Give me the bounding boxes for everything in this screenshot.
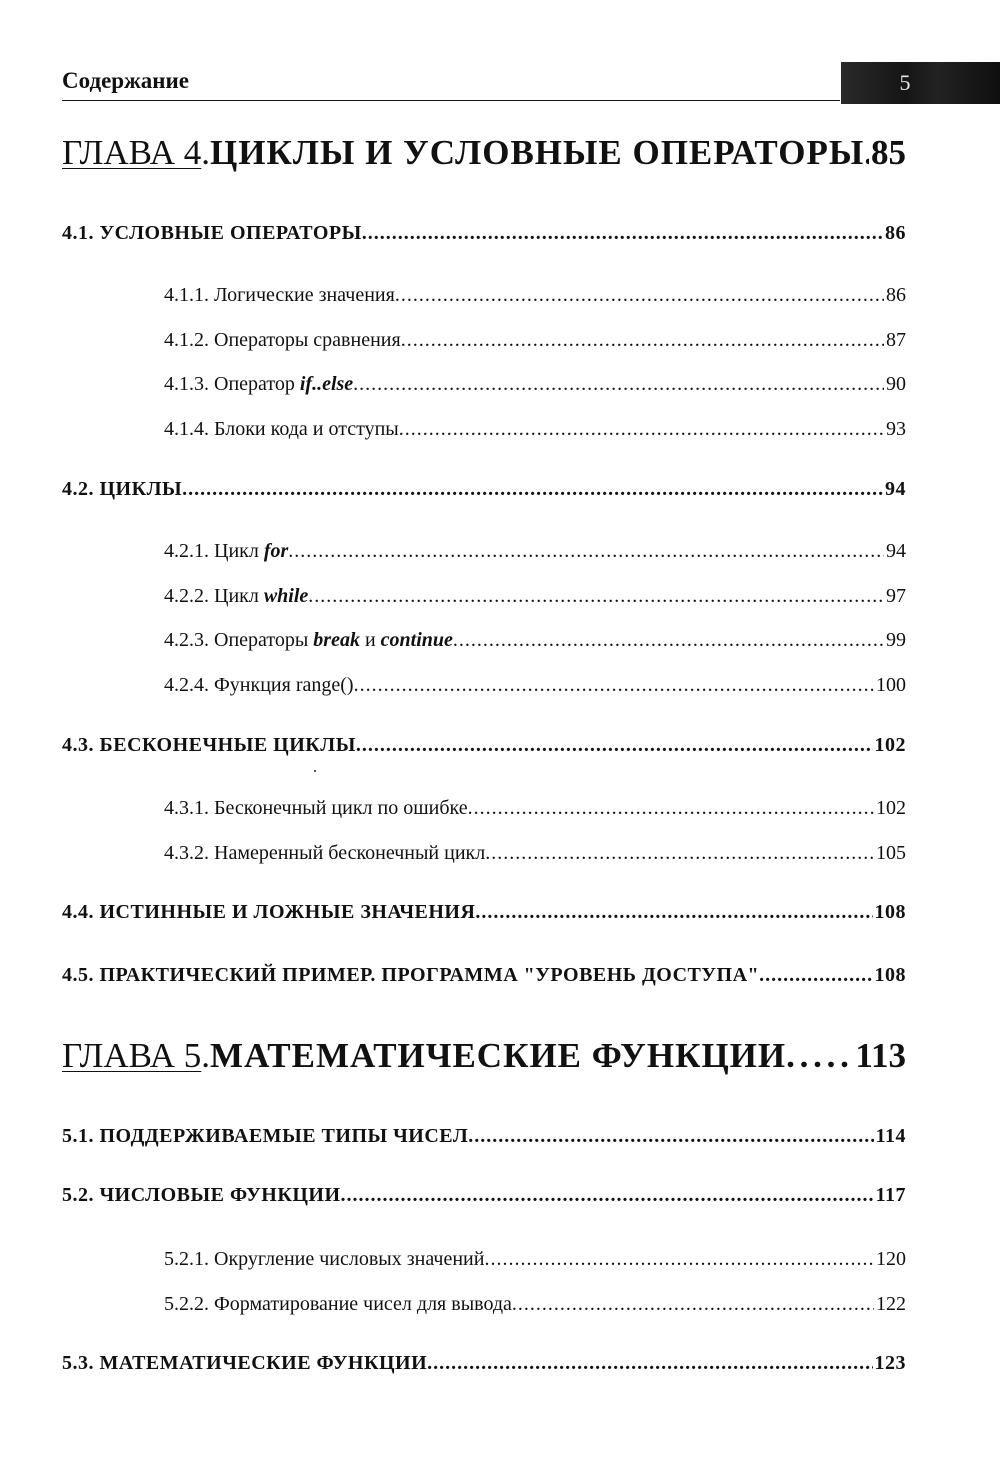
keyword: continue	[380, 629, 453, 651]
toc-entry-title: 5.2.1. Округление числовых значений	[164, 1248, 485, 1270]
dot-leader	[362, 222, 883, 245]
dot-leader	[468, 797, 874, 820]
dot-leader	[453, 629, 884, 652]
toc-subsection-4-1-2[interactable]	[164, 329, 906, 352]
toc-entry-title: 4.3.2. Намеренный бесконечный цикл	[164, 842, 486, 864]
toc-entry-title: 5.2.2. Форматирование чисел для вывода	[164, 1293, 512, 1315]
toc-subsection-4-3-2[interactable]	[164, 842, 906, 865]
toc-section-5-3[interactable]	[62, 1352, 906, 1375]
keyword: for	[263, 540, 289, 562]
toc-entry-title: 4.1.1. Логические значения	[164, 284, 395, 306]
toc-page-number: 94	[886, 540, 906, 562]
toc-section-4-3[interactable]	[62, 734, 906, 757]
dot-leader	[354, 674, 874, 697]
dot-leader	[427, 1352, 872, 1375]
chapter-title: МАТЕМАТИЧЕСКИЕ ФУНКЦИИ	[210, 1036, 787, 1075]
dot-leader	[512, 1293, 874, 1316]
toc-entry-title: 4.1.2. Операторы сравнения	[164, 329, 401, 351]
conjunction: и	[359, 629, 381, 651]
toc-subsection-4-3-1[interactable]	[164, 797, 906, 820]
toc-entry-title: 4.2.4. Функция range()	[164, 674, 354, 696]
dot-leader	[484, 1248, 874, 1271]
toc-entry-title: 4.1. УСЛОВНЫЕ ОПЕРАТОРЫ	[62, 222, 362, 244]
toc-entry-title: 4.1.4. Блоки кода и отступы	[164, 418, 399, 440]
toc-subsection-4-2-4[interactable]	[164, 674, 906, 697]
toc-page-number: 105	[876, 842, 906, 864]
toc-section-4-5[interactable]	[62, 964, 906, 987]
toc-entry-title: 5.3. МАТЕМАТИЧЕСКИЕ ФУНКЦИИ	[62, 1352, 428, 1374]
chapter-title: ЦИКЛЫ И УСЛОВНЫЕ ОПЕРАТОРЫ	[210, 133, 865, 172]
dot-leader	[759, 964, 872, 987]
toc-page-number: 85	[871, 133, 906, 172]
toc-chapter-5[interactable]	[62, 1036, 906, 1080]
toc-entry-title: 4.5. ПРАКТИЧЕСКИЙ ПРИМЕР. ПРОГРАММА "УРОВЕНЬ ДОСТУПА"	[62, 964, 760, 986]
chapter-separator: .	[201, 133, 211, 172]
toc-subsection-4-2-3[interactable]	[164, 629, 906, 652]
toc-entry-title: 5.1. ПОДДЕРЖИВАЕМЫЕ ТИПЫ ЧИСЕЛ	[62, 1125, 469, 1147]
toc-entry-title: 4.2.1. Цикл	[164, 540, 264, 562]
dot-leader	[288, 540, 884, 563]
toc-page-number: 108	[874, 964, 906, 986]
toc-page-number: 113	[855, 1036, 906, 1075]
toc-page-number: 100	[876, 674, 906, 696]
dot-leader	[308, 585, 884, 608]
toc-entry-title: 4.4. ИСТИННЫЕ И ЛОЖНЫЕ ЗНАЧЕНИЯ	[62, 901, 476, 923]
toc-page-number: 114	[875, 1125, 906, 1147]
dot-leader	[475, 901, 872, 924]
toc-subsection-5-2-2[interactable]	[164, 1293, 906, 1316]
toc-page-number: 120	[876, 1248, 906, 1270]
toc-page-number: 86	[885, 222, 906, 244]
toc-entry-title: 4.2.3. Операторы	[164, 629, 314, 651]
toc-page-number: 94	[885, 478, 906, 500]
toc-section-4-4[interactable]	[62, 901, 906, 924]
scan-speck	[314, 770, 316, 772]
toc-subsection-4-1-4[interactable]	[164, 418, 906, 441]
dot-leader	[399, 418, 884, 441]
toc-entry-title: 4.1.3. Оператор	[164, 373, 300, 395]
keyword: while	[263, 585, 309, 607]
toc-page-number: 102	[876, 797, 906, 819]
dot-leader	[182, 478, 883, 501]
toc-page-number: 123	[874, 1352, 906, 1374]
toc-page-number: 102	[874, 734, 906, 756]
keyword: if..else	[299, 373, 354, 395]
header-title: Содержание	[62, 68, 189, 93]
toc-entry-title: 5.2. ЧИСЛОВЫЕ ФУНКЦИИ	[62, 1184, 341, 1206]
toc-page-number: 117	[875, 1184, 906, 1206]
toc-chapter-4[interactable]	[62, 133, 906, 177]
toc-entry-title: 4.3. БЕСКОНЕЧНЫЕ ЦИКЛЫ	[62, 734, 356, 756]
page-header	[62, 62, 1000, 104]
toc-page-number: 99	[886, 629, 906, 651]
toc-page-number: 90	[886, 373, 906, 395]
chapter-label: ГЛАВА 4	[62, 133, 202, 172]
toc-entry-title: 4.3.1. Бесконечный цикл по ошибке	[164, 797, 468, 819]
chapter-separator: .	[201, 1036, 211, 1075]
toc-section-5-1[interactable]	[62, 1125, 906, 1148]
toc-page-number: 86	[886, 284, 906, 306]
toc-page-number: 122	[876, 1293, 906, 1315]
toc-subsection-4-2-1[interactable]	[164, 540, 906, 563]
toc-section-5-2[interactable]	[62, 1184, 906, 1207]
toc-entry-title: 4.2.2. Цикл	[164, 585, 264, 607]
toc-subsection-4-1-1[interactable]	[164, 284, 906, 307]
toc-page-number: 87	[886, 329, 906, 351]
keyword: break	[313, 629, 360, 651]
toc-section-4-2[interactable]	[62, 478, 906, 501]
dot-leader	[401, 329, 884, 352]
dot-leader	[356, 734, 873, 757]
page-number-tab	[841, 62, 1000, 104]
toc-entry-title: 4.2. ЦИКЛЫ	[62, 478, 183, 500]
dot-leader	[353, 373, 884, 396]
dot-leader	[485, 842, 874, 865]
header-rule	[62, 100, 840, 101]
toc-section-4-1[interactable]	[62, 222, 906, 245]
page-number: 5	[899, 70, 911, 95]
dot-leader	[395, 284, 884, 307]
dot-leader	[468, 1125, 873, 1148]
toc-page-number: 108	[874, 901, 906, 923]
toc-subsection-4-1-3[interactable]	[164, 373, 906, 396]
dot-leader	[341, 1184, 874, 1207]
toc-page-number: 93	[886, 418, 906, 440]
toc-page-number: 97	[886, 585, 906, 607]
toc-subsection-4-2-2[interactable]	[164, 585, 906, 608]
toc-subsection-5-2-1[interactable]	[164, 1248, 906, 1271]
dot-leader	[786, 1036, 853, 1076]
chapter-label: ГЛАВА 5	[62, 1036, 202, 1075]
